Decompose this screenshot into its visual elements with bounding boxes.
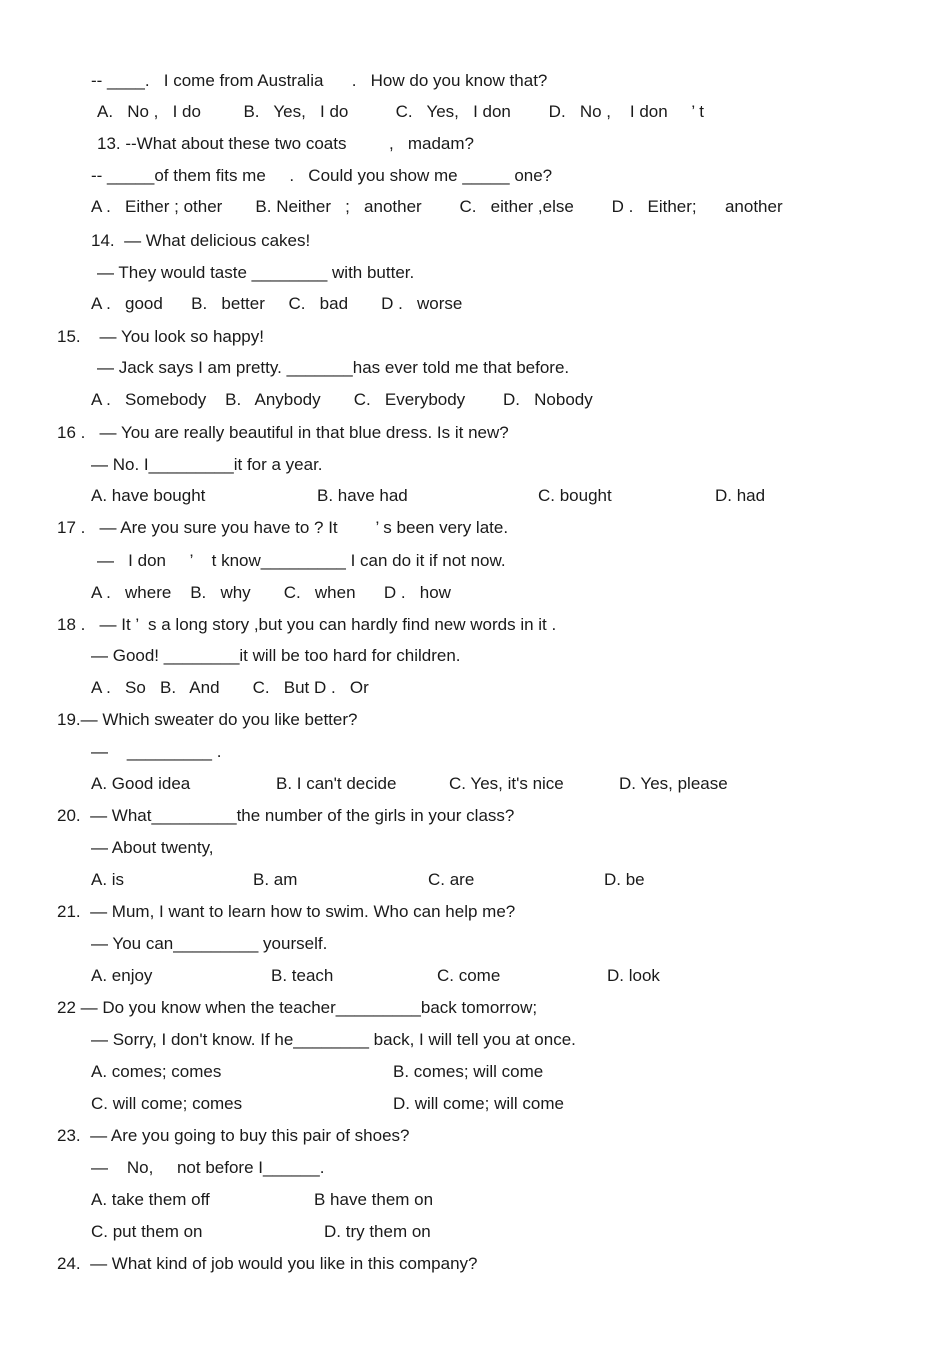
line-q19-answer: — _________ . [91, 742, 222, 761]
line-q22-answer: — Sorry, I don't know. If he________ back, I will tell you at once. [91, 1030, 576, 1049]
q16-option-b: B. have had [317, 486, 408, 505]
line-q13-options: A . Either ; other B. Neither ; another C. either ,else D . Either; another [91, 197, 783, 216]
q23-option-b: B have them on [314, 1190, 434, 1209]
q20-option-c: C. are [428, 870, 475, 889]
q19-option-a: A. Good idea [91, 774, 191, 793]
line-q14-question: 14. — What delicious cakes! [91, 231, 311, 250]
line-q21-question: 21. — Mum, I want to learn how to swim. Who can help me? [57, 902, 516, 921]
q22-option-b: B. comes; will come [393, 1062, 544, 1081]
q22-option-a: A. comes; comes [91, 1062, 222, 1081]
line-q23-answer: — No, not before I______. [91, 1158, 325, 1177]
q21-option-d: D. look [607, 966, 660, 985]
line-q15-options: A . Somebody B. Anybody C. Everybody D. Nobody [91, 390, 593, 409]
line-q23-question: 23. — Are you going to buy this pair of shoes? [57, 1126, 410, 1145]
line-q12-answer: -- ____. I come from Australia . How do you know that? [91, 71, 548, 90]
line-q13-answer: -- _____of them fits me . Could you show me _____ one? [91, 166, 553, 185]
line-q13-question: 13. --What about these two coats , madam? [97, 134, 475, 153]
q20-option-d: D. be [604, 870, 645, 889]
q21-option-b: B. teach [271, 966, 334, 985]
q16-option-d: D. had [715, 486, 766, 505]
q19-option-b: B. I can't decide [276, 774, 397, 793]
q19-option-c: C. Yes, it's nice [449, 774, 564, 793]
q16-option-c: C. bought [538, 486, 612, 505]
line-q17-answer: — I don ’ t know_________ I can do it if not now. [97, 551, 506, 570]
line-q15-question: 15. — You look so happy! [57, 327, 264, 346]
q16-option-a: A. have bought [91, 486, 206, 505]
q23-option-c: C. put them on [91, 1222, 203, 1241]
q22-option-c: C. will come; comes [91, 1094, 243, 1113]
line-q17-options: A . where B. why C. when D . how [91, 583, 451, 602]
q19-option-d: D. Yes, please [619, 774, 728, 793]
line-q22-question: 22 — Do you know when the teacher_________back tomorrow; [57, 998, 538, 1017]
q22-option-d: D. will come; will come [393, 1094, 564, 1113]
line-q18-options: A . So B. And C. But D . Or [91, 678, 369, 697]
line-q16-question: 16 . — You are really beautiful in that blue dress. Is it new? [57, 423, 509, 442]
line-q16-answer: — No. I_________it for a year. [91, 455, 323, 474]
q23-option-a: A. take them off [91, 1190, 210, 1209]
q21-option-a: A. enjoy [91, 966, 153, 985]
line-q18-answer: — Good! ________it will be too hard for children. [91, 646, 461, 665]
q20-option-b: B. am [253, 870, 298, 889]
line-q20-question: 20. — What_________the number of the girls in your class? [57, 806, 515, 825]
line-q18-question: 18 . — It ’ s a long story ,but you can hardly find new words in it . [57, 615, 557, 634]
q23-option-d: D. try them on [324, 1222, 431, 1241]
line-q14-answer: — They would taste ________ with butter. [97, 263, 415, 282]
line-q21-answer: — You can_________ yourself. [91, 934, 328, 953]
line-q15-answer: — Jack says I am pretty. _______has ever told me that before. [97, 358, 570, 377]
line-q24-question: 24. — What kind of job would you like in this company? [57, 1254, 478, 1273]
line-q17-question: 17 . — Are you sure you have to ? It ’ s been very late. [57, 518, 509, 537]
line-q20-answer: — About twenty, [91, 838, 214, 857]
line-q14-options: A . good B. better C. bad D . worse [91, 294, 463, 313]
line-q19-question: 19.— Which sweater do you like better? [57, 710, 358, 729]
line-q12-options: A. No , I do B. Yes, I do C. Yes, I don D. No , I don ’ t [97, 102, 704, 121]
q21-option-c: C. come [437, 966, 501, 985]
q20-option-a: A. is [91, 870, 125, 889]
